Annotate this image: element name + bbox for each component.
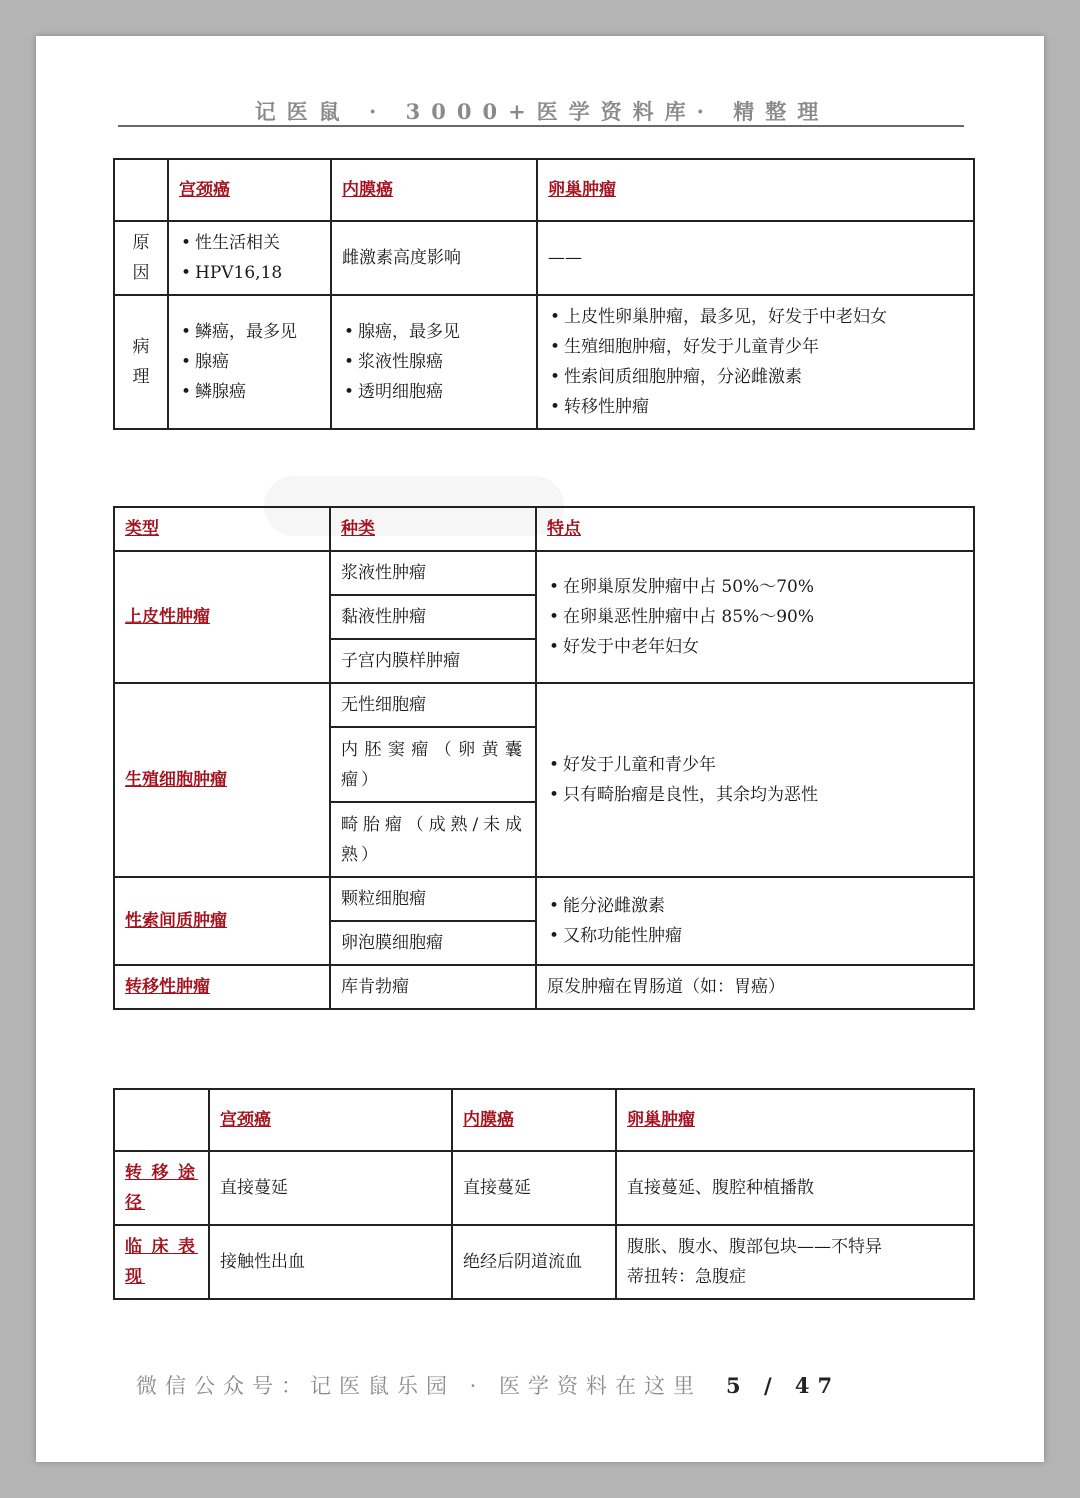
- header-rule: [118, 125, 964, 127]
- empty-header-cell: [114, 1089, 209, 1151]
- ovarian-tumor-classification-table: [113, 506, 975, 1010]
- page-footer: [136, 1370, 956, 1400]
- list-item: • 在卵巢原发肿瘤中占 50%～70%: [547, 572, 963, 602]
- feature-sex-cord-list: [547, 891, 963, 951]
- column-header-ovarian-tumor: 卵巢肿瘤: [627, 1110, 695, 1130]
- table-header-row: [114, 159, 974, 221]
- kind-cell: 畸胎瘤（成熟/未成熟）: [330, 802, 536, 877]
- table-row: [114, 551, 974, 595]
- comparison-table-cause-pathology: [113, 158, 975, 430]
- pathology-ovarian-list: [548, 302, 963, 422]
- table-row: [114, 295, 974, 429]
- list-item: • HPV16,18: [179, 258, 320, 288]
- column-header-feature: 特点: [547, 519, 581, 539]
- list-item: • 上皮性卵巢肿瘤，最多见，好发于中老妇女: [548, 302, 963, 332]
- list-item: • 性索间质细胞肿瘤，分泌雌激素: [548, 362, 963, 392]
- list-item: • 鳞腺癌: [179, 377, 320, 407]
- cause-cervical-list: [179, 228, 320, 288]
- feature-epithelial-list: [547, 572, 963, 662]
- pathology-cervical-list: [179, 317, 320, 407]
- list-item: • 只有畸胎瘤是良性，其余均为恶性: [547, 780, 963, 810]
- table-header-row: [114, 1089, 974, 1151]
- list-item: • 生殖细胞肿瘤，好发于儿童青少年: [548, 332, 963, 362]
- cell: 直接蔓延: [209, 1151, 452, 1225]
- column-header-cervical-cancer: 宫颈癌: [220, 1110, 271, 1130]
- label-char: 因: [132, 263, 150, 283]
- kind-cell: 卵泡膜细胞瘤: [330, 921, 536, 965]
- row-label-clinical-manifestation: 临床表现: [125, 1237, 198, 1287]
- list-item: • 能分泌雌激素: [547, 891, 963, 921]
- row-label-cause: [114, 221, 168, 295]
- feature-germ-cell-list: [547, 750, 963, 810]
- list-item: • 在卵巢恶性肿瘤中占 85%～90%: [547, 602, 963, 632]
- table-row: [114, 683, 974, 727]
- table-row: [114, 1151, 974, 1225]
- cause-ovarian: ——: [537, 221, 974, 295]
- list-item: • 又称功能性肿瘤: [547, 921, 963, 951]
- label-char: 理: [132, 367, 150, 387]
- list-item: • 性生活相关: [179, 228, 320, 258]
- footer-text: 微信公众号：记医鼠乐园 · 医学资料在这里: [136, 1374, 703, 1398]
- table-row: [114, 877, 974, 921]
- table-header-row: [114, 507, 974, 551]
- kind-cell: 浆液性肿瘤: [330, 551, 536, 595]
- feature-metastatic: 原发肿瘤在胃肠道（如：胃癌）: [536, 965, 974, 1009]
- kind-cell: 子宫内膜样肿瘤: [330, 639, 536, 683]
- kind-cell: 无性细胞瘤: [330, 683, 536, 727]
- empty-header-cell: [114, 159, 168, 221]
- column-header-ovarian-tumor: 卵巢肿瘤: [548, 180, 616, 200]
- page-number: 5 / 47: [726, 1373, 841, 1398]
- kind-cell: 库肯勃瘤: [330, 965, 536, 1009]
- type-metastatic: 转移性肿瘤: [125, 977, 210, 997]
- list-item: • 转移性肿瘤: [548, 392, 963, 422]
- row-label-metastasis-route: 转移途径: [125, 1163, 198, 1213]
- list-item: • 好发于中老年妇女: [547, 632, 963, 662]
- cell-line: 蒂扭转：急腹症: [627, 1267, 746, 1287]
- cell: 直接蔓延: [452, 1151, 616, 1225]
- document-page: [36, 36, 1044, 1462]
- list-item: • 透明细胞癌: [342, 377, 526, 407]
- column-header-endometrial-cancer: 内膜癌: [463, 1110, 514, 1130]
- list-item: • 好发于儿童和青少年: [547, 750, 963, 780]
- label-char: 原: [132, 233, 150, 253]
- type-epithelial: 上皮性肿瘤: [125, 607, 210, 627]
- table-row: [114, 221, 974, 295]
- pathology-endometrial-list: [342, 317, 526, 407]
- comparison-table-spread-clinical: [113, 1088, 975, 1300]
- list-item: • 腺癌，最多见: [342, 317, 526, 347]
- column-header-type: 类型: [125, 519, 159, 539]
- column-header-cervical-cancer: 宫颈癌: [179, 180, 230, 200]
- list-item: • 腺癌: [179, 347, 320, 377]
- type-germ-cell: 生殖细胞肿瘤: [125, 770, 227, 790]
- cell: 绝经后阴道流血: [452, 1225, 616, 1299]
- kind-cell: 颗粒细胞瘤: [330, 877, 536, 921]
- kind-cell: 内胚窦瘤（卵黄囊瘤）: [330, 727, 536, 802]
- column-header-endometrial-cancer: 内膜癌: [342, 180, 393, 200]
- table-row: [114, 1225, 974, 1299]
- cause-endometrial: 雌激素高度影响: [331, 221, 537, 295]
- cell: 直接蔓延、腹腔种植播散: [616, 1151, 974, 1225]
- list-item: • 鳞癌，最多见: [179, 317, 320, 347]
- label-char: 病: [132, 337, 150, 357]
- column-header-kind: 种类: [341, 519, 375, 539]
- kind-cell: 黏液性肿瘤: [330, 595, 536, 639]
- cell: 接触性出血: [209, 1225, 452, 1299]
- page-header: 记医鼠 · 3000+医学资料库· 精整理: [254, 99, 830, 124]
- row-label-pathology: [114, 295, 168, 429]
- table-row: [114, 965, 974, 1009]
- list-item: • 浆液性腺癌: [342, 347, 526, 377]
- type-sex-cord-stromal: 性索间质肿瘤: [125, 911, 227, 931]
- cell-line: 腹胀、腹水、腹部包块——不特异: [627, 1237, 882, 1257]
